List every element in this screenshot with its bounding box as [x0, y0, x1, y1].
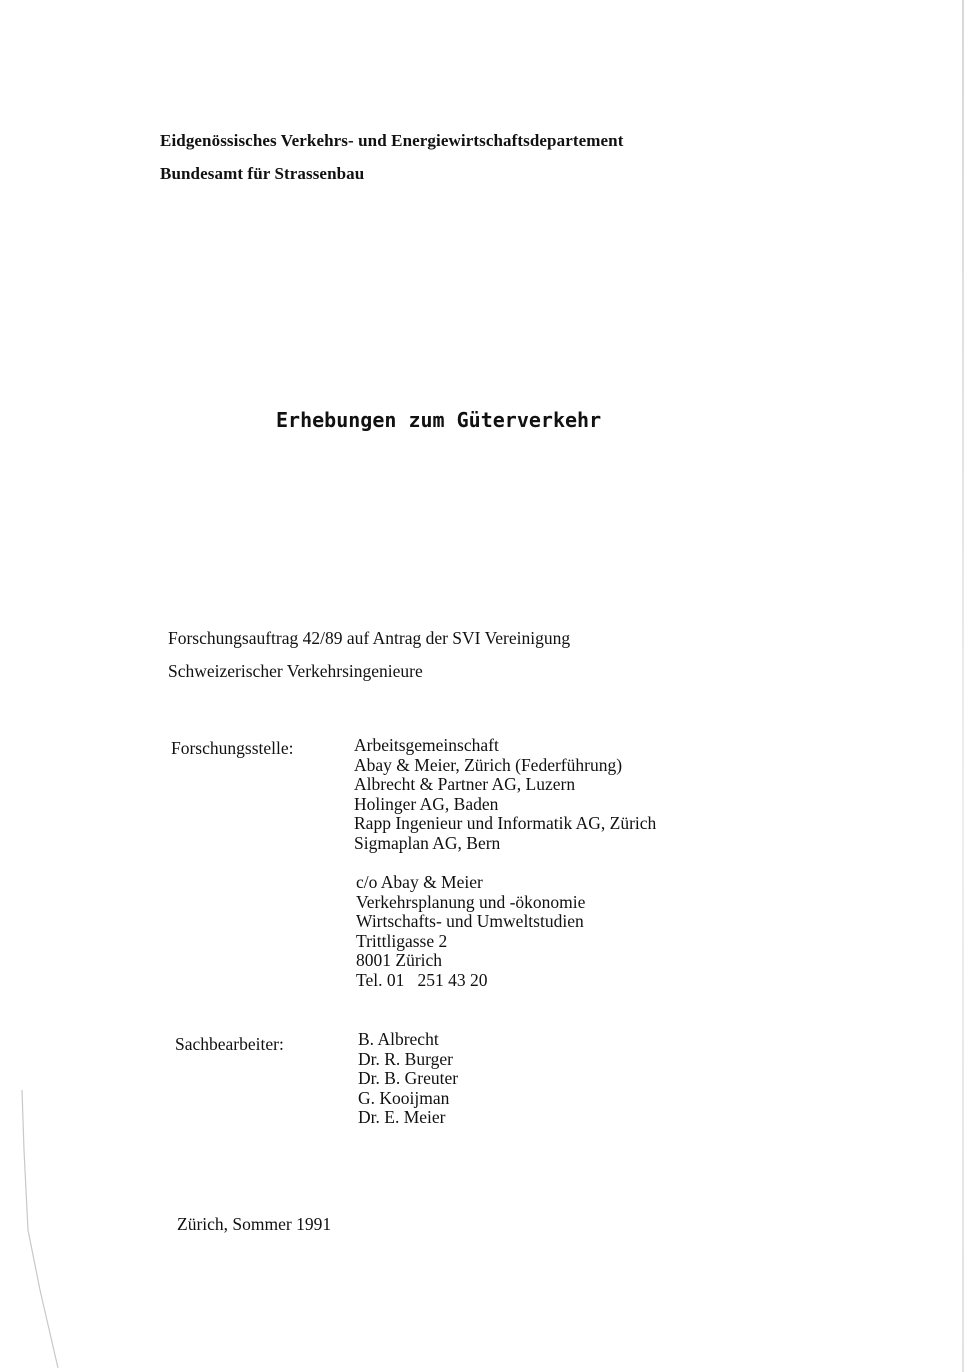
staff-name: Dr. R. Burger: [358, 1048, 453, 1069]
document-title: Erhebungen zum Güterverkehr: [276, 408, 602, 432]
research-commission: [168, 622, 570, 688]
commission-line-2: Schweizerischer Verkehrsingenieure: [168, 661, 423, 681]
staff-name: B. Albrecht: [358, 1029, 439, 1049]
member-line: Rapp Ingenieur und Informatik AG, Zürich: [354, 813, 657, 833]
commission-line-1: Forschungsauftrag 42/89 auf Antrag der SVI Vereinigung: [168, 628, 571, 648]
research-office-members: [354, 736, 656, 853]
member-line: Albrecht & Partner AG, Luzern: [354, 774, 576, 794]
place-and-date: Zürich, Sommer 1991: [177, 1214, 332, 1234]
member-line: Abay & Meier, Zürich (Federführung): [354, 754, 623, 775]
address-line: c/o Abay & Meier: [356, 872, 483, 892]
staff-names: [358, 1030, 458, 1128]
staff-name: Dr. B. Greuter: [358, 1068, 459, 1088]
scan-edge-left: [18, 1090, 68, 1370]
staff-label: Sachbearbeiter:: [175, 1034, 284, 1054]
member-line: Holinger AG, Baden: [354, 793, 499, 814]
research-office-label: Forschungsstelle:: [171, 738, 294, 758]
member-line: Sigmaplan AG, Bern: [354, 832, 501, 853]
issuing-authority: [160, 124, 623, 190]
staff-name: Dr. E. Meier: [358, 1107, 446, 1127]
office-name: Bundesamt für Strassenbau: [160, 164, 365, 183]
address-line: Wirtschafts- und Umweltstudien: [356, 911, 584, 931]
staff-name: G. Kooijman: [358, 1087, 450, 1108]
address-line: Tel. 01 251 43 20: [356, 969, 488, 990]
member-line: Arbeitsgemeinschaft: [354, 735, 499, 755]
address-line: Trittligasse 2: [356, 930, 448, 951]
address-line: 8001 Zürich: [356, 950, 443, 970]
research-office-address: [356, 873, 585, 990]
address-line: Verkehrsplanung und -ökonomie: [356, 891, 586, 912]
department-name: Eidgenössisches Verkehrs- und Energiewirtschaftsdepartement: [160, 131, 624, 150]
scan-edge-right: [962, 0, 964, 1372]
